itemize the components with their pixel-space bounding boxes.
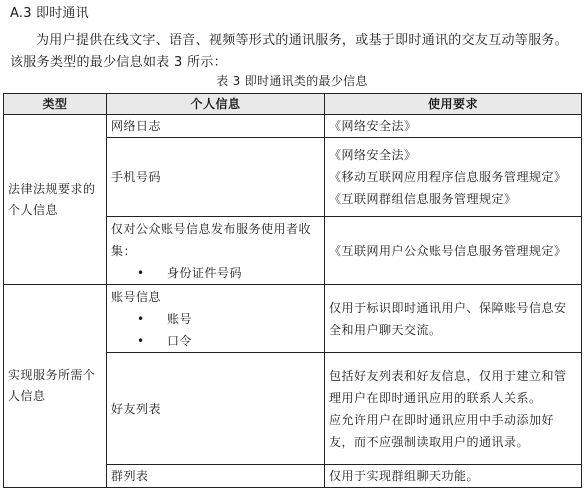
header-type: 类型 [4,94,107,115]
info-text: 账号信息 [111,289,162,304]
bullet-item-text: 身份证件号码 [167,265,243,280]
type-cell: 实现服务所需个人信息 [4,285,107,488]
requirement-line: 应允许用户在即时通讯应用中手动添加好友，而不应强制读取用户的通讯录。 [329,412,555,449]
info-bullet-list [111,308,320,352]
requirement-line: 仅用于标识即时通讯用户、保障账号信息安全和用户聊天交流。 [329,300,567,337]
info-table [3,93,582,488]
bullet-item [111,330,320,352]
info-cell [107,217,325,285]
bullet-item-text: 账号 [167,311,193,326]
info-cell: 手机号码 [107,138,325,217]
info-cell: 网络日志 [107,115,325,138]
bullet-item-text: 口令 [167,333,193,348]
requirement-line: 《互联网群组信息服务管理规定》 [329,192,517,206]
info-bullet-list [111,262,320,284]
requirement-cell [325,353,582,465]
info-cell: 好友列表 [107,353,325,465]
requirement-cell [325,115,582,138]
info-cell: 群列表 [107,465,325,488]
requirement-line: 仅用于实现群组聊天功能。 [329,469,480,483]
requirement-cell [325,465,582,488]
table-row [4,115,582,138]
requirement-line: 《移动互联网应用程序信息服务管理规定》 [329,170,567,184]
requirement-cell [325,285,582,353]
info-text: 仅对公众账号信息发布服务使用者收集： [111,221,312,258]
header-requirement: 使用要求 [325,94,582,115]
requirement-line: 包括好友列表和好友信息，仅用于建立和管理用户在即时通讯应用的联系人关系。 [329,368,567,405]
table-caption: 表 3 即时通讯类的最少信息 [216,74,368,88]
intro-paragraph: 为用户提供在线文字、语音、视频等形式的通讯服务，或基于即时通讯的交友互动等服务。该服务类型的最少信息如表 3 所示： [10,33,569,70]
requirement-line: 《互联网用户公众账号信息服务管理规定》 [329,243,567,258]
requirement-cell [325,217,582,285]
bullet-item [111,262,320,284]
type-cell: 法律法规要求的个人信息 [4,115,107,285]
header-info: 个人信息 [107,94,325,115]
requirement-cell [325,138,582,217]
table-header-row [4,94,582,115]
requirement-line: 《网络安全法》 [329,148,417,162]
requirement-line: 《网络安全法》 [329,119,417,133]
info-cell [107,285,325,353]
bullet-item [111,308,320,330]
table-row [4,285,582,353]
section-heading: A.3 即时通讯 [10,6,89,21]
